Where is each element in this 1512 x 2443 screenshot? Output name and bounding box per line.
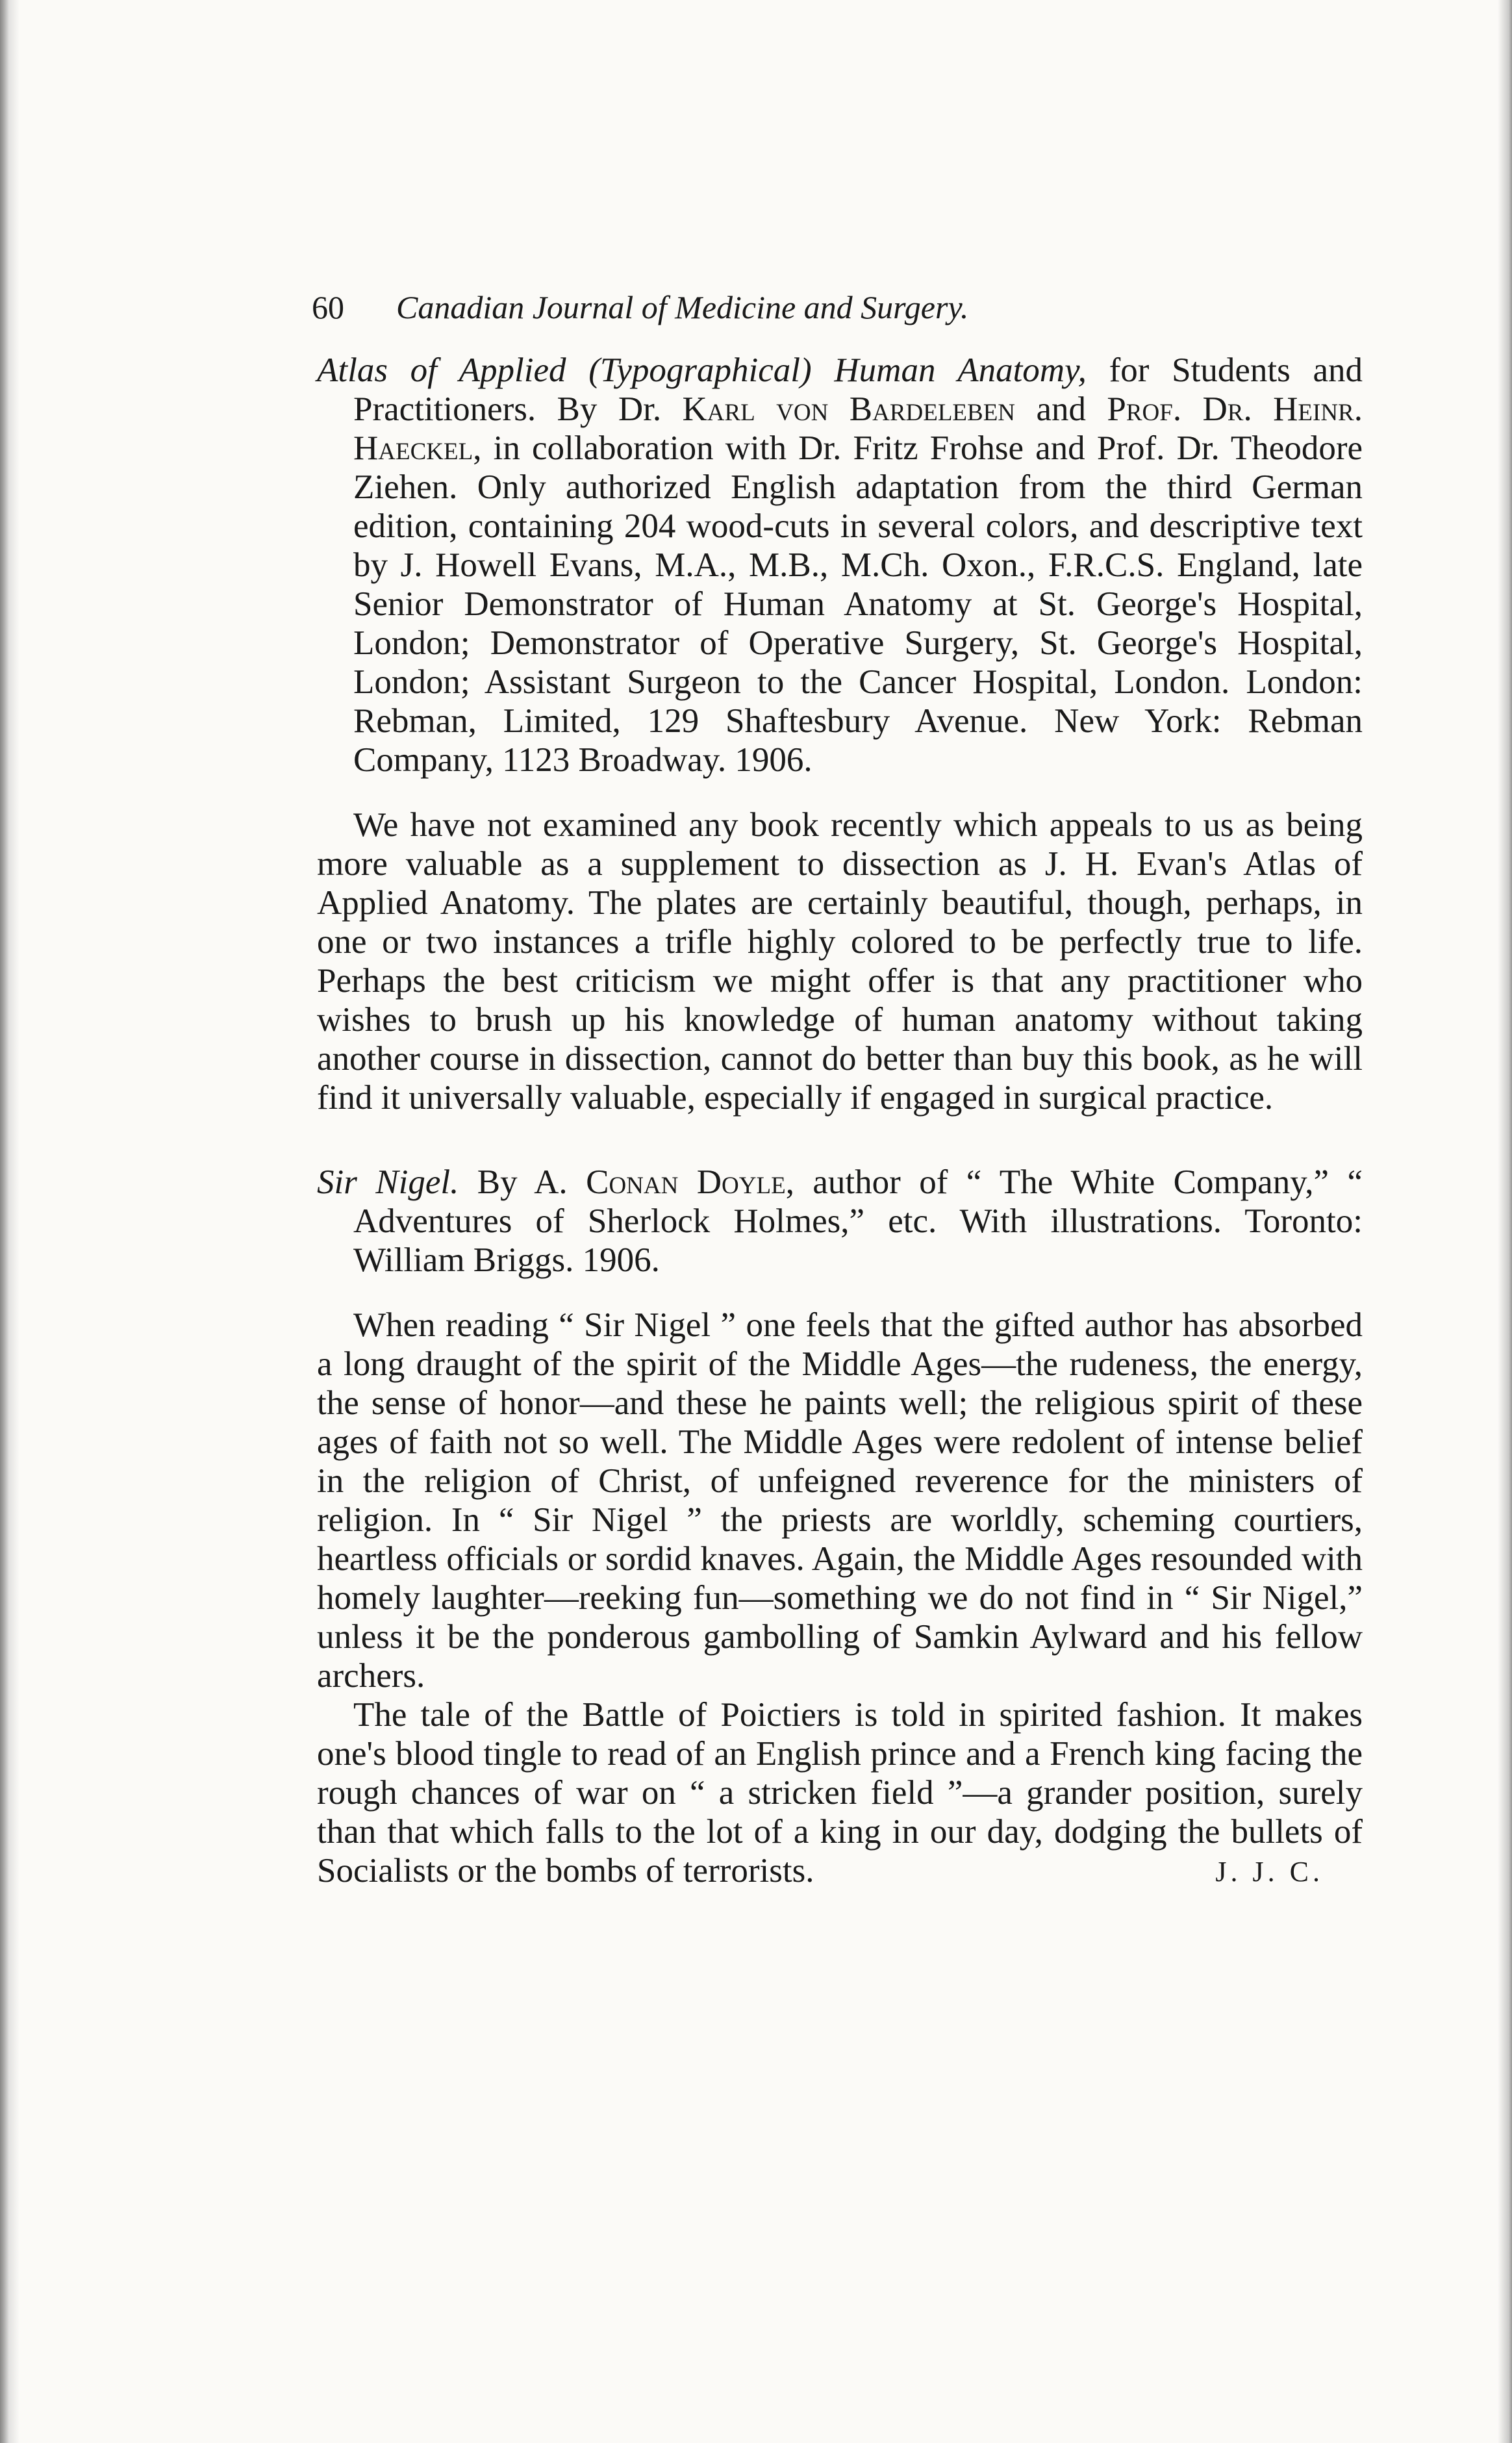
book-title: Sir Nigel. xyxy=(317,1163,459,1201)
review-paragraph: When reading “ Sir Nigel ” one feels that the gifted author has absorbed a long draught of the spirit of the Middle Ages—the rudeness, the energy, the sense of honor—and these he paints well; the religious spirit of these ages of faith not so well. The Middle Ages were redolent of intense belief in the religion of Christ, of unfeigned reverence for the ministers of religion. In “ Sir Nigel ” the priests are worldly, scheming courtiers, heartless officials or sordid knaves. Again, the Middle Ages resounded with homely laughter—reeking fun—something we do not find in “ Sir Nigel,” unless it be the ponderous gambolling of Samkin Aylward and his fellow archers. xyxy=(317,1306,1363,1695)
heading-text: By A. xyxy=(459,1163,586,1201)
page-number: 60 xyxy=(312,289,344,325)
review-text xyxy=(317,805,1363,1117)
author-name: Conan Doyle xyxy=(586,1163,786,1201)
review-entry-sir-nigel xyxy=(317,1163,1363,1892)
running-title: Canadian Journal of Medicine and Surgery. xyxy=(396,289,969,325)
author-prefix: Dr. xyxy=(618,390,683,428)
publication-details: , in collaboration with Dr. Fritz Frohse and Prof. Dr. Theodore Ziehen. Only authorized English adaptation from the third German edition, containing 204 wood-cuts in several colors, and descriptive text by J. Howell Evans, M.A., M.B., M.Ch. Oxon., F.R.C.S. England, late Senior Demonstrator of Human Anatomy at St. George's Hospital, London; Demonstrator of Operative Surgery, St. George's Hospital, London; Assistant Surgeon to the Cancer Hospital, London. London: Rebman, Limited, 129 Shaftesbury Avenue. New York: Rebman Company, 1123 Broadway. 1906. xyxy=(353,429,1363,779)
page-header xyxy=(312,278,1286,336)
bibliographic-heading xyxy=(317,1163,1363,1280)
scan-edge-right xyxy=(1498,0,1512,2443)
heading-text: and xyxy=(1015,390,1107,428)
review-paragraph: We have not examined any book recently which appeals to us as being more valuable as a supplement to dissection as J. H. Evan's Atlas of Applied Anatomy. The plates are certainly beautiful, though, perhaps, in one or two instances a trifle highly colored to be perfectly true to life. Perhaps the best criticism we might offer is that any practitioner who wishes to brush up his knowledge of human anatomy without taking another course in dissection, cannot do better than buy this book, as he will find it universally valuable, especially if engaged in surgical practice. xyxy=(317,806,1363,1117)
scan-edge-left xyxy=(0,0,19,2443)
author-name: Karl von Bardeleben xyxy=(682,390,1016,428)
review-paragraph: The tale of the Battle of Poictiers is told in spirited fashion. It makes one's blood tingle to read of an English prince and a French king facing the rough chances of war on “ a stricken field ”—a grander position, surely than that which falls to the lot of a king in our day, dodging the bullets of Socialists or the bombs of terrorists. xyxy=(317,1696,1363,1890)
review-entry-atlas xyxy=(317,351,1363,1117)
publication-details: , author of “ The White Company,” “ Adventures of Sherlock Holmes,” etc. With illustrations. Toronto: William Briggs. 1906. xyxy=(353,1163,1363,1279)
heading-text: for Students and Practitioners. By xyxy=(353,351,1363,428)
author-prefix: Prof. Dr. xyxy=(1107,390,1274,428)
bibliographic-heading xyxy=(317,351,1363,779)
book-title: Atlas of Applied (Typographical) Human Anatomy, xyxy=(317,351,1087,389)
review-text xyxy=(317,1306,1363,1890)
reviewer-signature: J. J. C. xyxy=(1215,1856,1324,1888)
page-content xyxy=(317,351,1363,1892)
author-name: Heinr. Haeckel xyxy=(353,390,1363,467)
